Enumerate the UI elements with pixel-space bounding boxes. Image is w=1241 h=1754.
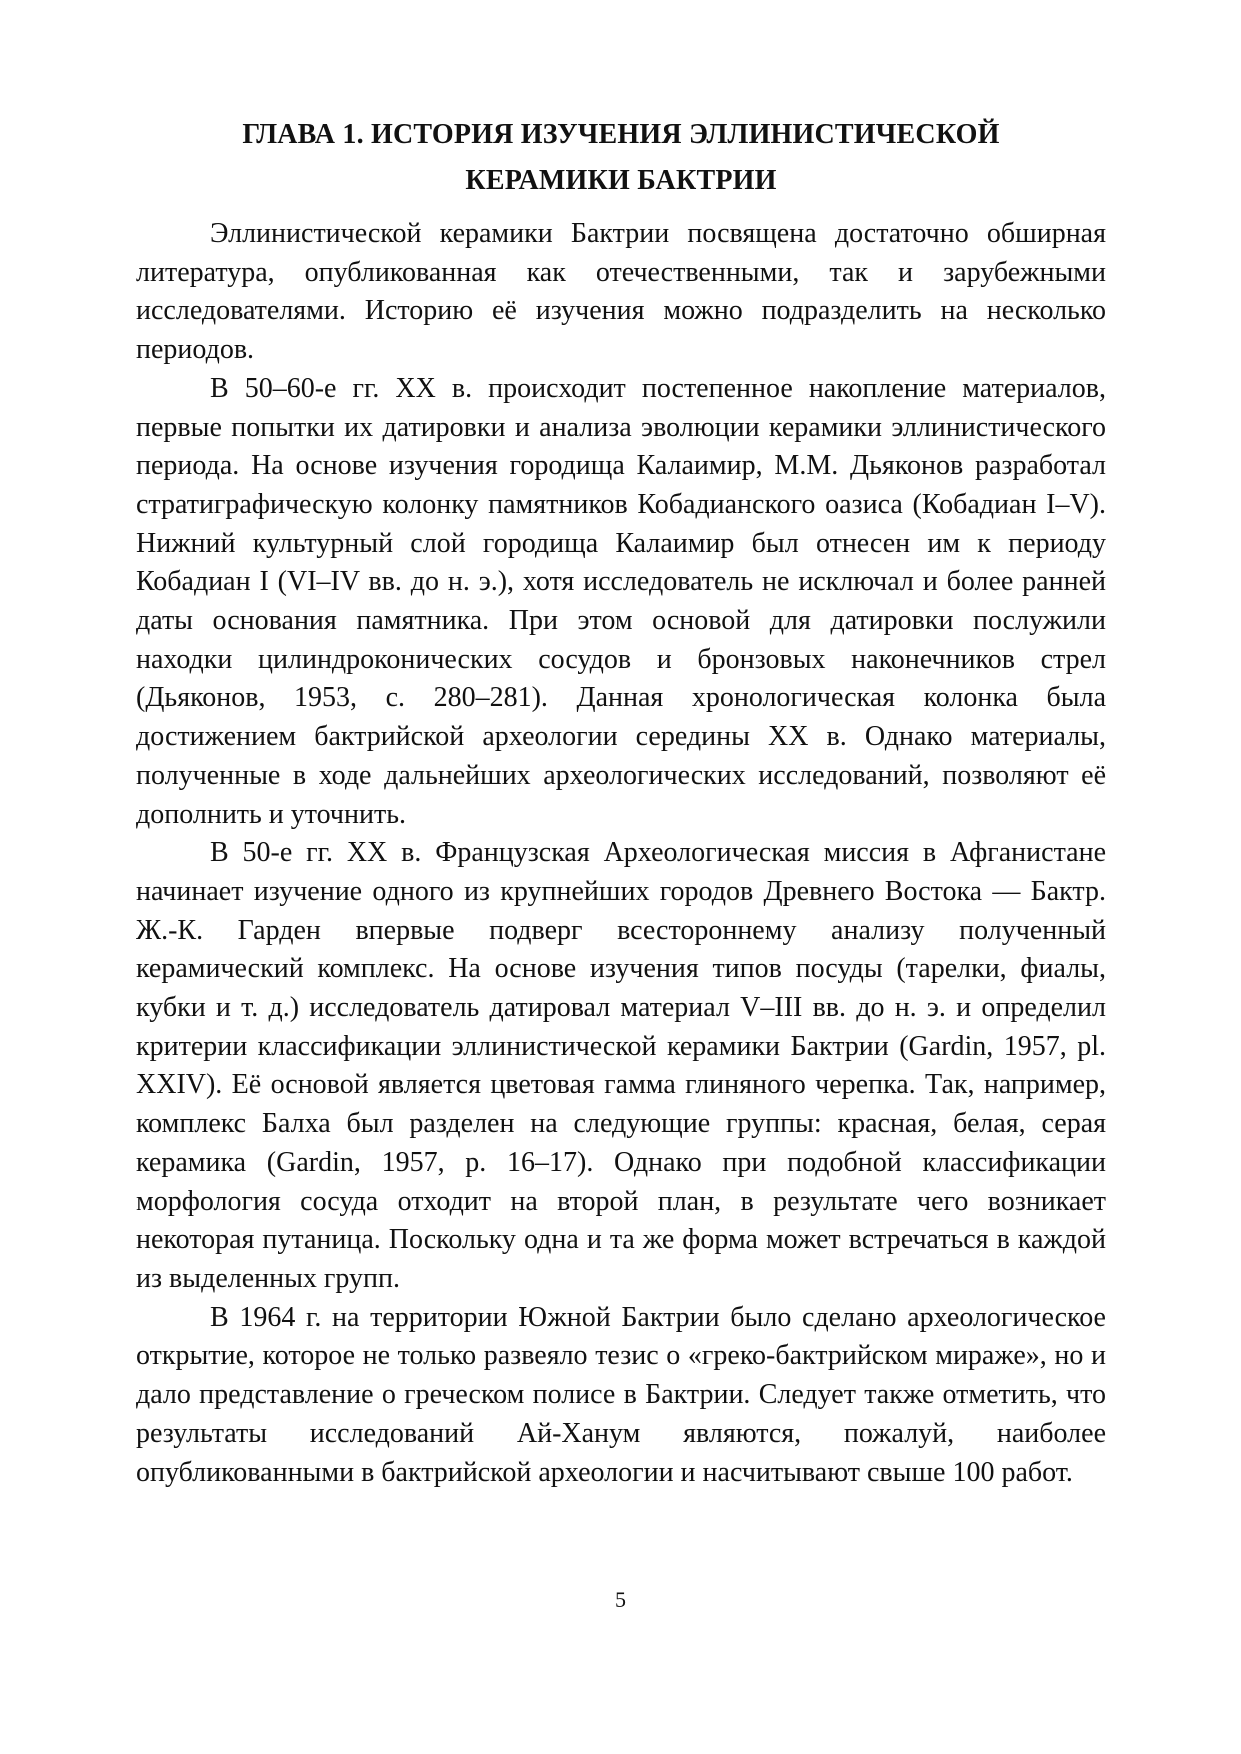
chapter-heading-line-2: КЕРАМИКИ БАКТРИИ xyxy=(465,165,777,196)
page-number: 5 xyxy=(615,1587,626,1612)
paragraph-1: Эллинистической керамики Бактрии посвящена достаточно обширная литература, опубликованная как отечественными, так и зарубежными исследователями. Историю её изучения можно подразделить на несколько периодов. xyxy=(136,218,1106,366)
chapter-heading-line-1: ГЛАВА 1. ИСТОРИЯ ИЗУЧЕНИЯ ЭЛЛИНИСТИЧЕСКОЙ xyxy=(242,119,1000,150)
paragraph-4: В 1964 г. на территории Южной Бактрии было сделано археологическое открытие, которое не только развеяло тезис о «греко-бактрийском мираже», но и дало представление о греческом полисе в Бактрии. Следует также отметить, что результаты исследований Ай-Ханум являются, пожалуй, наиболее опубликованными в бактрийской археологии и насчитывают свыше 100 работ. xyxy=(136,1301,1106,1488)
paragraph-3: В 50-е гг. ХХ в. Французская Археологическая миссия в Афганистане начинает изучение одного из крупнейших городов Древнего Востока — Бактр. Ж.-К. Гарден впервые подверг всестороннему анализу полученный керамический комплекс. На основе изучения типов посуды (тарелки, фиалы, кубки и т. д.) исследователь датировал материал V–III вв. до н. э. и определил критерии классификации эллинистической керамики Бактрии (Gardin, 1957, pl. XXIV). Её основой является цветовая гамма глиняного черепка. Так, например, комплекс Балха был разделен на следующие группы: красная, белая, серая керамика (Gardin, 1957, p. 16–17). Однако при подобной классификации морфология сосуда отходит на второй план, в результате чего возникает некоторая путаница. Поскольку одна и та же форма может встречаться в каждой из выделенных групп. xyxy=(136,837,1106,1294)
chapter-heading xyxy=(136,112,1106,204)
paragraph-2: В 50–60-е гг. ХХ в. происходит постепенное накопление материалов, первые попытки их датировки и анализа эволюции керамики эллинистического периода. На основе изучения городища Калаимир, М.М. Дьяконов разработал стратиграфическую колонку памятников Кобадианского оазиса (Кобадиан I–V). Нижний культурный слой городища Калаимир был отнесен им к периоду Кобадиан I (VI–IV вв. до н. э.), хотя исследователь не исключал и более ранней даты основания памятника. При этом основой для датировки послужили находки цилиндроконических сосудов и бронзовых наконечников стрел (Дьяконов, 1953, с. 280–281). Данная хронологическая колонка была достижением бактрийской археологии середины ХХ в. Однако материалы, полученные в ходе дальнейших археологических исследований, позволяют её дополнить и уточнить. xyxy=(136,372,1106,830)
body-text xyxy=(136,215,1106,1492)
